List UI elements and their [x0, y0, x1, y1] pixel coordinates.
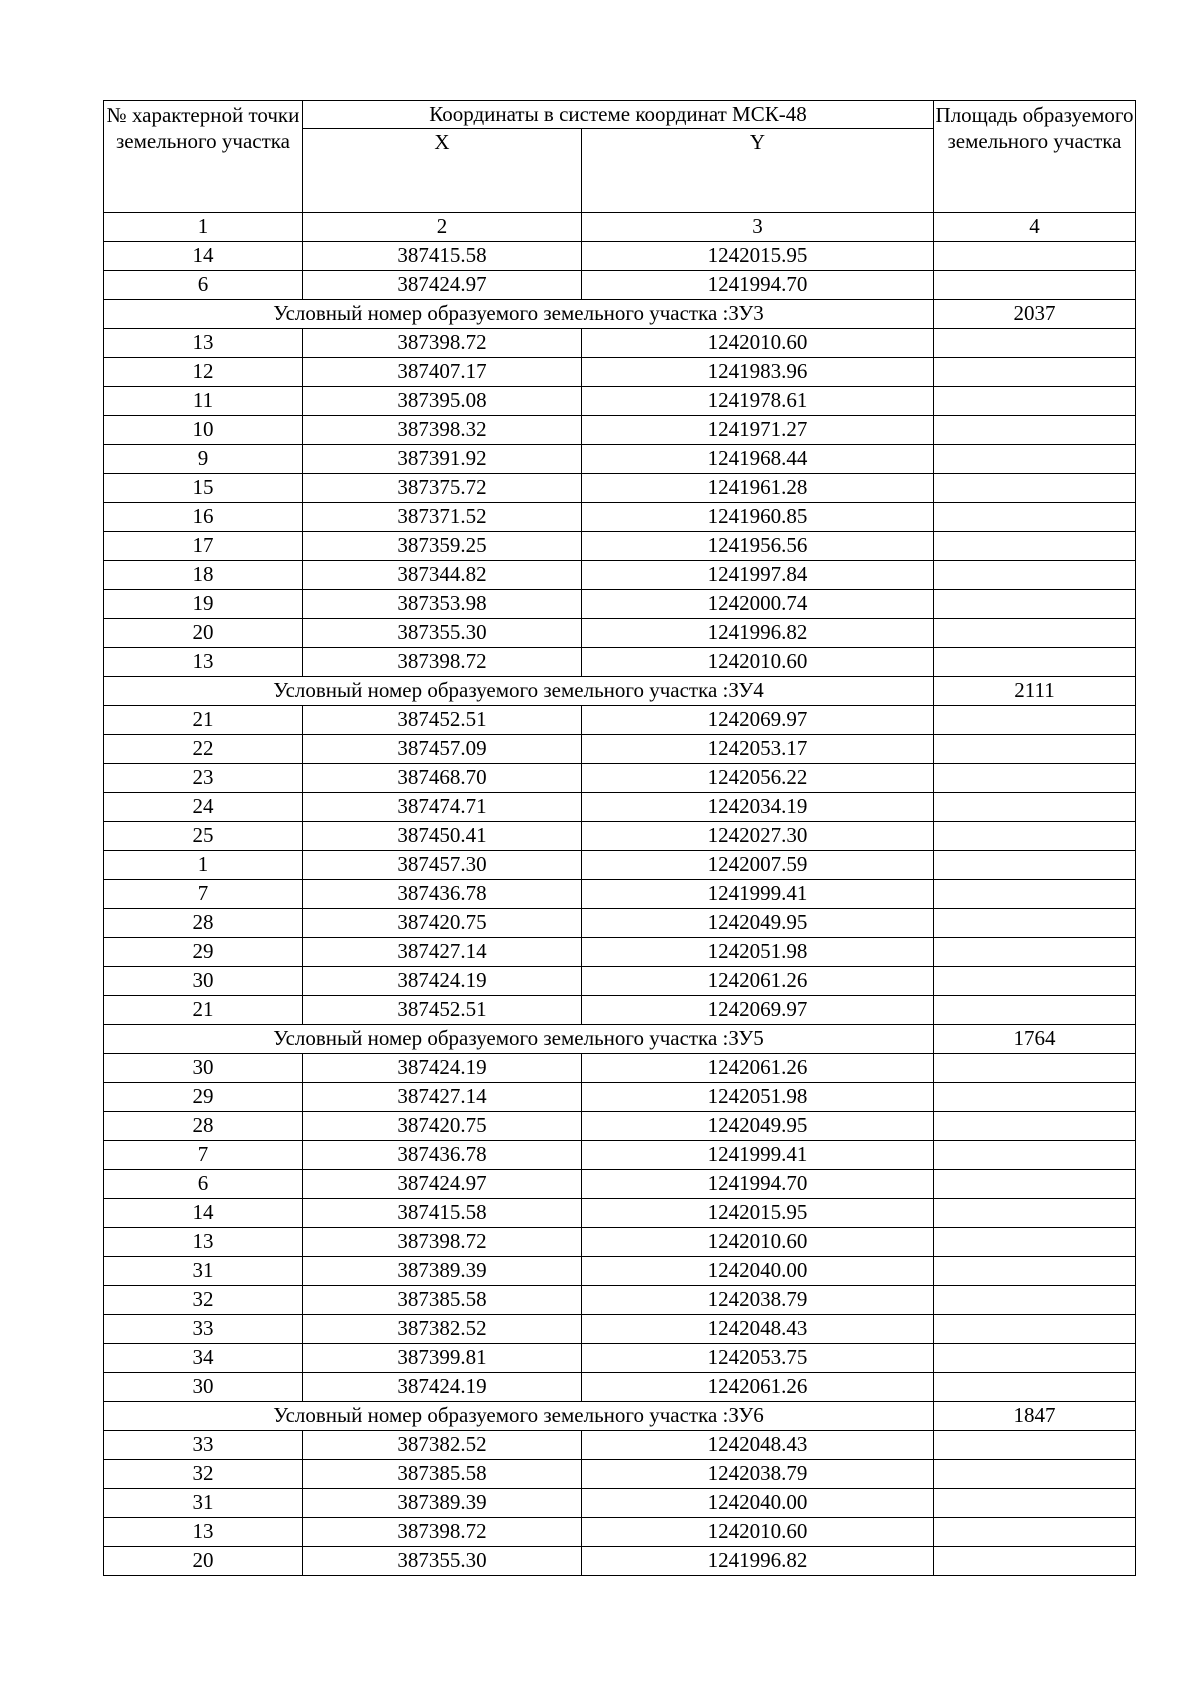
coord-x: 387468.70 — [303, 764, 582, 793]
area-cell — [934, 329, 1136, 358]
header-coordinate-system: Координаты в системе координат МСК-48 — [303, 101, 934, 129]
point-number: 32 — [104, 1286, 303, 1315]
coord-y: 1242049.95 — [582, 1112, 934, 1141]
table-row — [104, 474, 1136, 503]
coord-y: 1242056.22 — [582, 764, 934, 793]
coord-x: 387371.52 — [303, 503, 582, 532]
coord-x: 387407.17 — [303, 358, 582, 387]
point-number: 31 — [104, 1257, 303, 1286]
point-number: 34 — [104, 1344, 303, 1373]
area-cell — [934, 416, 1136, 445]
coord-y: 1242034.19 — [582, 793, 934, 822]
point-number: 29 — [104, 938, 303, 967]
table-row — [104, 1547, 1136, 1576]
coord-y: 1242000.74 — [582, 590, 934, 619]
coord-y: 1242069.97 — [582, 996, 934, 1025]
table-row — [104, 503, 1136, 532]
table-row — [104, 793, 1136, 822]
coord-x: 387457.30 — [303, 851, 582, 880]
coord-y: 1241996.82 — [582, 1547, 934, 1576]
coord-y: 1242053.75 — [582, 1344, 934, 1373]
point-number: 16 — [104, 503, 303, 532]
coord-x: 387420.75 — [303, 909, 582, 938]
table-row — [104, 1141, 1136, 1170]
coord-y: 1242061.26 — [582, 967, 934, 996]
coord-x: 387391.92 — [303, 445, 582, 474]
table-row — [104, 1431, 1136, 1460]
table-row — [104, 358, 1136, 387]
area-cell — [934, 938, 1136, 967]
coord-x: 387355.30 — [303, 1547, 582, 1576]
area-cell — [934, 1141, 1136, 1170]
point-number: 14 — [104, 242, 303, 271]
coord-y: 1241999.41 — [582, 880, 934, 909]
coord-x: 387450.41 — [303, 822, 582, 851]
coord-y: 1241997.84 — [582, 561, 934, 590]
point-number: 20 — [104, 619, 303, 648]
table-row — [104, 387, 1136, 416]
coord-y: 1242010.60 — [582, 1518, 934, 1547]
coord-x: 387427.14 — [303, 938, 582, 967]
area-cell — [934, 271, 1136, 300]
coord-x: 387344.82 — [303, 561, 582, 590]
point-number: 13 — [104, 329, 303, 358]
section-label: Условный номер образуемого земельного участка :ЗУ5 — [104, 1025, 934, 1054]
coord-y: 1242010.60 — [582, 329, 934, 358]
area-cell — [934, 793, 1136, 822]
table-row — [104, 1112, 1136, 1141]
table-row — [104, 1518, 1136, 1547]
table-row — [104, 996, 1136, 1025]
table-row — [104, 590, 1136, 619]
coord-x: 387385.58 — [303, 1286, 582, 1315]
coord-x: 387389.39 — [303, 1489, 582, 1518]
coord-y: 1242049.95 — [582, 909, 934, 938]
header-y: Y — [582, 129, 934, 213]
coord-x: 387398.32 — [303, 416, 582, 445]
column-number: 1 — [104, 213, 303, 242]
area-cell — [934, 242, 1136, 271]
coord-y: 1242040.00 — [582, 1489, 934, 1518]
coord-y: 1241961.28 — [582, 474, 934, 503]
area-cell — [934, 706, 1136, 735]
area-cell — [934, 880, 1136, 909]
header-area: Площадь образуемого земельного участка — [934, 101, 1136, 213]
coord-x: 387424.97 — [303, 271, 582, 300]
area-cell — [934, 1199, 1136, 1228]
section-label: Условный номер образуемого земельного участка :ЗУ3 — [104, 300, 934, 329]
area-cell — [934, 1518, 1136, 1547]
point-number: 33 — [104, 1315, 303, 1344]
area-cell — [934, 1286, 1136, 1315]
coord-y: 1241994.70 — [582, 271, 934, 300]
coord-y: 1242010.60 — [582, 1228, 934, 1257]
coord-x: 387382.52 — [303, 1315, 582, 1344]
coord-y: 1242069.97 — [582, 706, 934, 735]
coord-y: 1242051.98 — [582, 938, 934, 967]
point-number: 9 — [104, 445, 303, 474]
section-area: 2037 — [934, 300, 1136, 329]
area-cell — [934, 1344, 1136, 1373]
coord-x: 387359.25 — [303, 532, 582, 561]
table-row — [104, 967, 1136, 996]
table-row — [104, 1199, 1136, 1228]
coord-y: 1242061.26 — [582, 1373, 934, 1402]
table-row — [104, 648, 1136, 677]
coord-x: 387415.58 — [303, 242, 582, 271]
coord-y: 1241956.56 — [582, 532, 934, 561]
coord-x: 387424.97 — [303, 1170, 582, 1199]
coord-y: 1242038.79 — [582, 1286, 934, 1315]
coord-x: 387457.09 — [303, 735, 582, 764]
point-number: 22 — [104, 735, 303, 764]
point-number: 20 — [104, 1547, 303, 1576]
table-row — [104, 851, 1136, 880]
coord-y: 1241996.82 — [582, 619, 934, 648]
point-number: 6 — [104, 1170, 303, 1199]
coord-x: 387436.78 — [303, 1141, 582, 1170]
table-row — [104, 532, 1136, 561]
table-row — [104, 764, 1136, 793]
area-cell — [934, 735, 1136, 764]
coord-x: 387420.75 — [303, 1112, 582, 1141]
table-row — [104, 909, 1136, 938]
coord-x: 387353.98 — [303, 590, 582, 619]
coord-y: 1242015.95 — [582, 242, 934, 271]
area-cell — [934, 1228, 1136, 1257]
coord-x: 387452.51 — [303, 706, 582, 735]
point-number: 17 — [104, 532, 303, 561]
table-row — [104, 416, 1136, 445]
area-cell — [934, 1170, 1136, 1199]
table-row — [104, 1170, 1136, 1199]
point-number: 30 — [104, 1373, 303, 1402]
table-row — [104, 242, 1136, 271]
table-row — [104, 1286, 1136, 1315]
area-cell — [934, 445, 1136, 474]
coord-y: 1242038.79 — [582, 1460, 934, 1489]
area-cell — [934, 1112, 1136, 1141]
header-x: X — [303, 129, 582, 213]
point-number: 33 — [104, 1431, 303, 1460]
column-number: 2 — [303, 213, 582, 242]
section-row — [104, 677, 1136, 706]
section-row — [104, 300, 1136, 329]
coord-x: 387424.19 — [303, 1373, 582, 1402]
area-cell — [934, 561, 1136, 590]
table-row — [104, 1257, 1136, 1286]
table-row — [104, 1489, 1136, 1518]
table-row — [104, 445, 1136, 474]
point-number: 11 — [104, 387, 303, 416]
coord-y: 1242061.26 — [582, 1054, 934, 1083]
table-row — [104, 706, 1136, 735]
point-number: 13 — [104, 1228, 303, 1257]
point-number: 14 — [104, 1199, 303, 1228]
area-cell — [934, 996, 1136, 1025]
area-cell — [934, 387, 1136, 416]
table-row — [104, 1460, 1136, 1489]
coord-x: 387398.72 — [303, 648, 582, 677]
coord-x: 387452.51 — [303, 996, 582, 1025]
coord-x: 387382.52 — [303, 1431, 582, 1460]
area-cell — [934, 358, 1136, 387]
coord-x: 387436.78 — [303, 880, 582, 909]
area-cell — [934, 532, 1136, 561]
coord-x: 387474.71 — [303, 793, 582, 822]
table-row — [104, 938, 1136, 967]
coord-y: 1242051.98 — [582, 1083, 934, 1112]
point-number: 18 — [104, 561, 303, 590]
point-number: 1 — [104, 851, 303, 880]
point-number: 25 — [104, 822, 303, 851]
coord-y: 1241978.61 — [582, 387, 934, 416]
coord-y: 1242053.17 — [582, 735, 934, 764]
area-cell — [934, 1083, 1136, 1112]
area-cell — [934, 764, 1136, 793]
area-cell — [934, 619, 1136, 648]
area-cell — [934, 503, 1136, 532]
area-cell — [934, 967, 1136, 996]
table-row — [104, 271, 1136, 300]
section-area: 1764 — [934, 1025, 1136, 1054]
coordinates-table — [103, 100, 1136, 1576]
table-row — [104, 822, 1136, 851]
point-number: 21 — [104, 996, 303, 1025]
coord-x: 387385.58 — [303, 1460, 582, 1489]
area-cell — [934, 1460, 1136, 1489]
coord-x: 387398.72 — [303, 1228, 582, 1257]
coord-x: 387424.19 — [303, 1054, 582, 1083]
coord-y: 1241983.96 — [582, 358, 934, 387]
point-number: 23 — [104, 764, 303, 793]
area-cell — [934, 1315, 1136, 1344]
area-cell — [934, 1257, 1136, 1286]
coord-x: 387375.72 — [303, 474, 582, 503]
area-cell — [934, 474, 1136, 503]
table-row — [104, 1344, 1136, 1373]
area-cell — [934, 1547, 1136, 1576]
coord-y: 1242048.43 — [582, 1315, 934, 1344]
coord-y: 1242007.59 — [582, 851, 934, 880]
section-row — [104, 1025, 1136, 1054]
area-cell — [934, 1489, 1136, 1518]
coord-x: 387399.81 — [303, 1344, 582, 1373]
coord-y: 1241968.44 — [582, 445, 934, 474]
table-row — [104, 1054, 1136, 1083]
point-number: 29 — [104, 1083, 303, 1112]
coord-y: 1242040.00 — [582, 1257, 934, 1286]
coord-x: 387389.39 — [303, 1257, 582, 1286]
point-number: 12 — [104, 358, 303, 387]
table-row — [104, 1315, 1136, 1344]
column-number-row — [104, 213, 1136, 242]
point-number: 21 — [104, 706, 303, 735]
header-point-number: № характерной точки земельного участка — [104, 101, 303, 213]
coord-x: 387355.30 — [303, 619, 582, 648]
area-cell — [934, 1431, 1136, 1460]
table-row — [104, 880, 1136, 909]
coord-y: 1242027.30 — [582, 822, 934, 851]
section-label: Условный номер образуемого земельного участка :ЗУ4 — [104, 677, 934, 706]
coord-x: 387395.08 — [303, 387, 582, 416]
area-cell — [934, 590, 1136, 619]
section-area: 2111 — [934, 677, 1136, 706]
table-row — [104, 561, 1136, 590]
section-label: Условный номер образуемого земельного участка :ЗУ6 — [104, 1402, 934, 1431]
coord-y: 1242048.43 — [582, 1431, 934, 1460]
coord-y: 1241994.70 — [582, 1170, 934, 1199]
point-number: 28 — [104, 1112, 303, 1141]
coord-x: 387427.14 — [303, 1083, 582, 1112]
coord-y: 1241960.85 — [582, 503, 934, 532]
table-row — [104, 1083, 1136, 1112]
table-row — [104, 1228, 1136, 1257]
area-cell — [934, 1373, 1136, 1402]
table-row — [104, 329, 1136, 358]
table-row — [104, 735, 1136, 764]
column-number: 4 — [934, 213, 1136, 242]
coord-y: 1241971.27 — [582, 416, 934, 445]
area-cell — [934, 822, 1136, 851]
table-row — [104, 1373, 1136, 1402]
table-row — [104, 619, 1136, 648]
point-number: 30 — [104, 967, 303, 996]
coord-y: 1241999.41 — [582, 1141, 934, 1170]
coord-y: 1242015.95 — [582, 1199, 934, 1228]
section-area: 1847 — [934, 1402, 1136, 1431]
area-cell — [934, 648, 1136, 677]
point-number: 13 — [104, 648, 303, 677]
coord-x: 387398.72 — [303, 1518, 582, 1547]
coord-x: 387415.58 — [303, 1199, 582, 1228]
point-number: 6 — [104, 271, 303, 300]
point-number: 31 — [104, 1489, 303, 1518]
point-number: 13 — [104, 1518, 303, 1547]
point-number: 19 — [104, 590, 303, 619]
point-number: 30 — [104, 1054, 303, 1083]
header-row — [104, 101, 1136, 129]
point-number: 7 — [104, 880, 303, 909]
coord-x: 387398.72 — [303, 329, 582, 358]
point-number: 15 — [104, 474, 303, 503]
area-cell — [934, 851, 1136, 880]
point-number: 32 — [104, 1460, 303, 1489]
point-number: 7 — [104, 1141, 303, 1170]
area-cell — [934, 909, 1136, 938]
area-cell — [934, 1054, 1136, 1083]
point-number: 28 — [104, 909, 303, 938]
coord-x: 387424.19 — [303, 967, 582, 996]
column-number: 3 — [582, 213, 934, 242]
section-row — [104, 1402, 1136, 1431]
coord-y: 1242010.60 — [582, 648, 934, 677]
point-number: 24 — [104, 793, 303, 822]
point-number: 10 — [104, 416, 303, 445]
